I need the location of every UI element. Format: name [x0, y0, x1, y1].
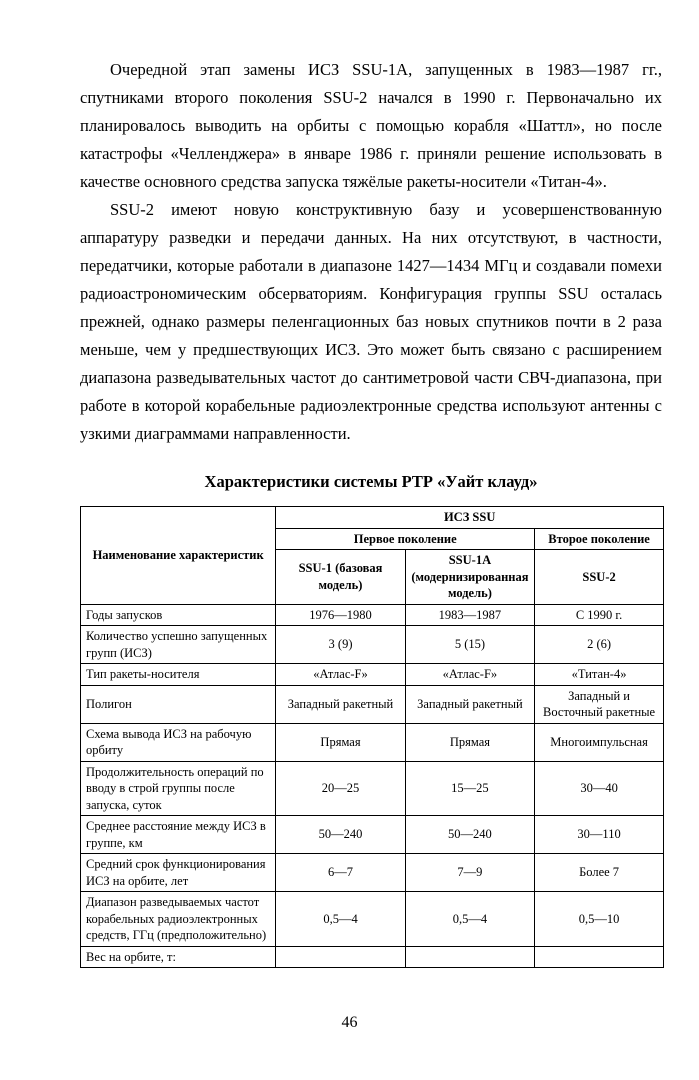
header-gen2-cell: Второе поколение — [535, 528, 664, 550]
value-cell: 0,5—4 — [405, 892, 534, 947]
value-cell: Западный ракетный — [276, 685, 405, 723]
header-col3-cell: SSU-2 — [535, 550, 664, 605]
table-row — [81, 604, 664, 626]
value-cell: Западный ракетный — [405, 685, 534, 723]
header-col2-cell: SSU-1А (модернизированная модель) — [405, 550, 534, 605]
header-gen1-cell: Первое поколение — [276, 528, 535, 550]
value-cell: 30—40 — [535, 761, 664, 816]
value-cell: 50—240 — [405, 816, 534, 854]
row-label-cell: Полигон — [81, 685, 276, 723]
table-row — [81, 816, 664, 854]
row-label-cell: Годы запусков — [81, 604, 276, 626]
table-row — [81, 761, 664, 816]
row-label-cell: Продолжительность операций по вводу в строй группы после запуска, суток — [81, 761, 276, 816]
value-cell: 1983—1987 — [405, 604, 534, 626]
value-cell: 5 (15) — [405, 626, 534, 664]
value-cell: С 1990 г. — [535, 604, 664, 626]
row-label-cell: Схема вывода ИСЗ на рабочую орбиту — [81, 723, 276, 761]
value-cell: «Атлас-F» — [405, 664, 534, 686]
body-paragraph: Очередной этап замены ИСЗ SSU-1А, запущенных в 1983—1987 гг., спутниками второго поколения SSU-2 начался в 1990 г. Первоначально их планировалось выводить на орбиты с помощью корабля «Шаттл», но после катастрофы «Челленджера» в январе 1986 г. приняли решение использовать в качестве основного средства запуска тяжёлые ракеты-носители «Титан-4». — [80, 60, 662, 191]
row-label-cell: Средний срок функционирования ИСЗ на орбите, лет — [81, 854, 276, 892]
row-label-cell: Диапазон разведываемых частот корабельных радиоэлектронных средств, ГГц (предположительно) — [81, 892, 276, 947]
table-row — [81, 664, 664, 686]
row-label-cell: Тип ракеты-носителя — [81, 664, 276, 686]
page-number: 46 — [341, 1014, 358, 1031]
value-cell: 20—25 — [276, 761, 405, 816]
table-row — [81, 854, 664, 892]
value-cell — [535, 946, 664, 968]
text-block — [80, 56, 662, 968]
header-name-cell: Наименование характеристик — [81, 507, 276, 605]
table-row — [81, 626, 664, 664]
value-cell — [405, 946, 534, 968]
value-cell: 50—240 — [276, 816, 405, 854]
table-row — [81, 946, 664, 968]
value-cell: 0,5—10 — [535, 892, 664, 947]
value-cell: 2 (6) — [535, 626, 664, 664]
table-title: Характеристики системы РТР «Уайт клауд» — [204, 472, 538, 491]
table-row — [81, 685, 664, 723]
value-cell: Более 7 — [535, 854, 664, 892]
value-cell: Прямая — [276, 723, 405, 761]
table-row — [81, 723, 664, 761]
value-cell: 30—110 — [535, 816, 664, 854]
value-cell: 0,5—4 — [276, 892, 405, 947]
row-label-cell: Среднее расстояние между ИСЗ в группе, км — [81, 816, 276, 854]
value-cell: Многоимпульсная — [535, 723, 664, 761]
value-cell — [276, 946, 405, 968]
spec-table — [80, 506, 664, 968]
table-row — [81, 892, 664, 947]
value-cell: 7—9 — [405, 854, 534, 892]
value-cell: «Титан-4» — [535, 664, 664, 686]
header-col1-cell: SSU-1 (базовая модель) — [276, 550, 405, 605]
row-label-cell: Количество успешно запущенных групп (ИСЗ) — [81, 626, 276, 664]
value-cell: 15—25 — [405, 761, 534, 816]
value-cell: Прямая — [405, 723, 534, 761]
table-header-row — [81, 507, 664, 529]
value-cell: Западный и Восточный ракетные — [535, 685, 664, 723]
value-cell: 1976—1980 — [276, 604, 405, 626]
value-cell: 6—7 — [276, 854, 405, 892]
body-paragraph: SSU-2 имеют новую конструктивную базу и усовершенствованную аппаратуру разведки и передачи данных. На них отсутствуют, в частности, передатчики, которые работали в диапазоне 1427—1434 МГц и создавали помехи радиоастрономическим обсерваториям. Конфигурация группы SSU осталась прежней, однако размеры пеленгационных баз новых спутников почти в 2 раза меньше, чем у предшествующих ИСЗ. Это может быть связано с расширением диапазона разведывательных частот до сантиметровой части СВЧ-диапазона, при работе в которой корабельные радиоэлектронные средства используют антенны с узкими диаграммами направленности. — [80, 200, 662, 443]
value-cell: «Атлас-F» — [276, 664, 405, 686]
header-group-cell: ИСЗ SSU — [276, 507, 664, 529]
value-cell: 3 (9) — [276, 626, 405, 664]
row-label-cell: Вес на орбите, т: — [81, 946, 276, 968]
